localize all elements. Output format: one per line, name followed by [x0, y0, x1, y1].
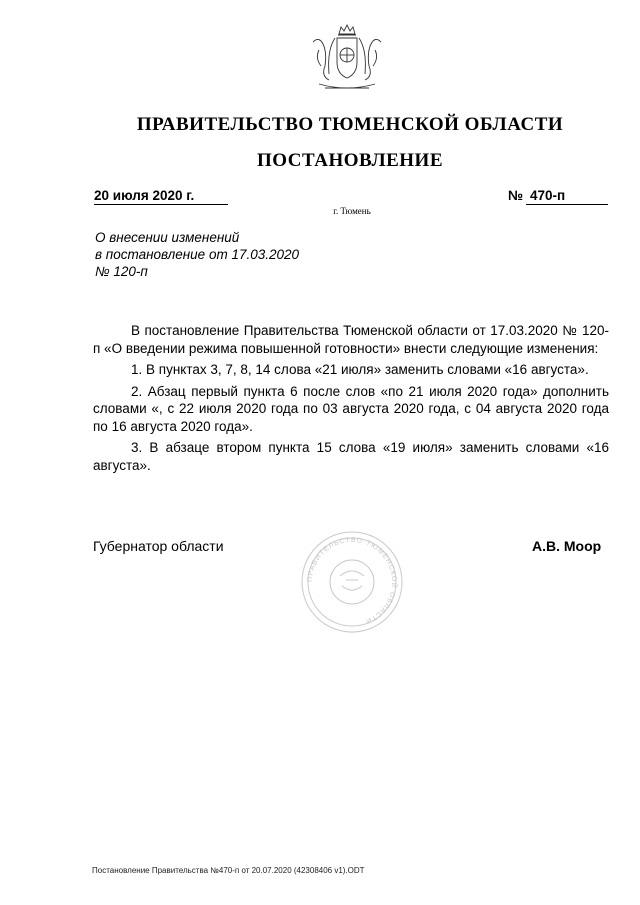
official-seal-stamp	[300, 530, 404, 634]
signatory-name: А.В. Моор	[532, 538, 602, 554]
document-body	[93, 322, 609, 478]
subject-line-2: в постановление от 17.03.2020	[95, 247, 300, 262]
document-date: 20 июля 2020 г.	[94, 188, 228, 205]
subject-line-1: О внесении изменений	[95, 230, 240, 245]
city-label: г. Тюмень	[333, 206, 371, 216]
coat-of-arms-emblem	[305, 22, 389, 96]
body-item-1: 1. В пунктах 3, 7, 8, 14 слова «21 июля» заменить словами «16 августа».	[131, 362, 589, 377]
subject-line-3: № 120-п	[95, 264, 148, 279]
body-item-2: 2. Абзац первый пункта 6 после слов «по 21 июля 2020 года» дополнить словами «, с 22 июля 2020 года по 03 августа 2020 года, с 04 августа 2020 года по 16 августа 2020 года».	[93, 383, 609, 434]
document-number: 470-п	[526, 188, 608, 205]
organization-title: ПРАВИТЕЛЬСТВО ТЮМЕНСКОЙ ОБЛАСТИ	[136, 114, 564, 135]
svg-text:ПРАВИТЕЛЬСТВО ТЮМЕНСКОЙ ОБЛАСТ	[307, 537, 399, 625]
body-item-3: 3. В абзаце втором пункта 15 слова «19 июля» заменить словами «16 августа».	[93, 440, 609, 473]
document-type-title: ПОСТАНОВЛЕНИЕ	[256, 150, 444, 171]
body-intro-paragraph: В постановление Правительства Тюменской области от 17.03.2020 № 120-п «О введении режима повышенной готовности» внести следующие изменения:	[93, 323, 609, 356]
signatory-position: Губернатор области	[93, 538, 224, 554]
document-footer: Постановление Правительства №470-п от 20.07.2020 (42308406 v1).ODT	[92, 866, 365, 875]
document-subject	[95, 229, 299, 280]
number-sign: №	[508, 188, 524, 203]
seal-text: ПРАВИТЕЛЬСТВО ТЮМЕНСКОЙ ОБЛАСТИ	[306, 536, 398, 625]
